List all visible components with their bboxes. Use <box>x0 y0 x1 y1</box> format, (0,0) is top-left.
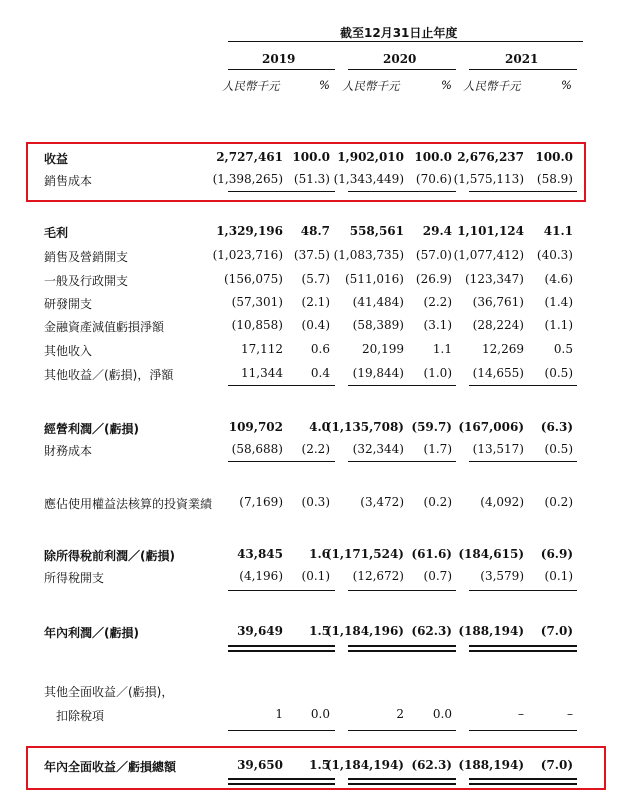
unit-rmb-2021: 人民幣千元 <box>463 79 521 93</box>
cell-pct-2019: 1.5 <box>309 758 330 772</box>
row-label: 年內全面收益／虧損總額 <box>44 760 177 774</box>
cell-pct-2019: (5.7) <box>301 272 330 286</box>
cell-rmb-2020: (19,844) <box>352 366 404 380</box>
row-label: 其他全面收益／(虧損)， <box>44 685 174 699</box>
cell-rmb-2020: (12,672) <box>352 569 404 583</box>
cell-pct-2020: (59.7) <box>411 420 452 434</box>
rule-finance-2020 <box>348 461 456 462</box>
cell-rmb-2020: (1,184,194) <box>325 758 404 772</box>
cell-rmb-2019: (10,858) <box>231 318 283 332</box>
rule-finance-2021 <box>469 461 577 462</box>
cell-rmb-2019: (7,169) <box>239 495 283 509</box>
rule-tax-2021 <box>469 590 577 591</box>
rule-oci-2019 <box>228 730 335 731</box>
cell-pct-2020: (62.3) <box>411 758 452 772</box>
cell-rmb-2021: – <box>518 707 524 721</box>
double-rule-bottom-2019 <box>228 650 335 652</box>
cell-pct-2019: 0.4 <box>310 366 330 380</box>
cell-pct-2020: (1.7) <box>423 442 452 456</box>
year-2021-underline <box>469 69 577 70</box>
cell-rmb-2019: 1 <box>275 707 283 721</box>
row-label: 經營利潤／(虧損) <box>44 422 139 436</box>
cell-rmb-2021: 2,676,237 <box>457 150 524 164</box>
rule-tax-2019 <box>228 590 335 591</box>
cell-rmb-2021: (188,194) <box>458 758 524 772</box>
cell-pct-2021: (58.9) <box>536 172 573 186</box>
cell-rmb-2019: 43,845 <box>237 547 283 561</box>
cell-rmb-2020: 558,561 <box>349 224 404 238</box>
cell-rmb-2019: (58,688) <box>231 442 283 456</box>
cell-rmb-2019: 39,649 <box>237 624 283 638</box>
cell-rmb-2019: (156,075) <box>224 272 283 286</box>
unit-pct-2019: % <box>319 78 330 92</box>
row-label: 其他收入 <box>44 344 93 358</box>
cell-rmb-2019: 17,112 <box>241 342 283 356</box>
cell-pct-2020: (62.3) <box>411 624 452 638</box>
cell-rmb-2020: (58,389) <box>352 318 404 332</box>
cell-pct-2019: 1.5 <box>309 624 330 638</box>
cell-rmb-2020: (511,016) <box>345 272 404 286</box>
cell-pct-2021: (0.2) <box>544 495 573 509</box>
cell-rmb-2021: (1,575,113) <box>453 172 524 186</box>
double-rule-top-2019 <box>228 645 335 647</box>
cell-pct-2021: (7.0) <box>540 624 573 638</box>
rule-tax-2020 <box>348 590 456 591</box>
cell-rmb-2020: (41,484) <box>352 295 404 309</box>
row-label: 除所得稅前利潤／(虧損) <box>44 549 175 563</box>
year-2019-underline <box>228 69 335 70</box>
period-header: 截至12月31日止年度 <box>340 26 458 40</box>
cell-pct-2021: (0.5) <box>544 366 573 380</box>
cell-pct-2020: 29.4 <box>422 224 452 238</box>
double-rule-bottom-2020 <box>348 650 456 652</box>
cell-pct-2020: (1.0) <box>423 366 452 380</box>
cell-pct-2021: (4.6) <box>544 272 573 286</box>
cell-pct-2019: 0.6 <box>310 342 330 356</box>
cell-pct-2020: (2.2) <box>423 295 452 309</box>
cell-pct-2021: (6.9) <box>540 547 573 561</box>
cell-rmb-2020: (3,472) <box>360 495 404 509</box>
double-rule-bottom-2021 <box>469 650 577 652</box>
cell-rmb-2021: 1,101,124 <box>457 224 524 238</box>
cell-rmb-2021: (184,615) <box>458 547 524 561</box>
row-label: 年內利潤／(虧損) <box>44 626 139 640</box>
cell-pct-2019: (37.5) <box>293 248 330 262</box>
rule-oci-2021 <box>469 730 577 731</box>
cell-pct-2020: (70.6) <box>415 172 452 186</box>
cell-pct-2021: (1.4) <box>544 295 573 309</box>
rule-other-2020 <box>348 385 456 386</box>
double-rule-top-2021 <box>469 645 577 647</box>
cell-pct-2019: (2.1) <box>301 295 330 309</box>
cell-pct-2020: 100.0 <box>414 150 452 164</box>
cell-pct-2021: 0.5 <box>553 342 573 356</box>
row-label: 研發開支 <box>44 297 93 311</box>
cell-rmb-2020: (1,083,735) <box>333 248 404 262</box>
unit-rmb-2019: 人民幣千元 <box>222 79 280 93</box>
row-label: 毛利 <box>44 226 69 240</box>
cell-rmb-2021: (1,077,412) <box>453 248 524 262</box>
cell-rmb-2020: (32,344) <box>352 442 404 456</box>
rule-other-2021 <box>469 385 577 386</box>
cell-rmb-2020: 2 <box>396 707 404 721</box>
cell-pct-2019: (0.3) <box>301 495 330 509</box>
year-2020: 2020 <box>383 52 417 66</box>
cell-pct-2021: (6.3) <box>540 420 573 434</box>
cell-pct-2020: (0.7) <box>423 569 452 583</box>
row-label: 金融資產減值虧損淨額 <box>44 320 165 334</box>
cell-pct-2019: (0.4) <box>301 318 330 332</box>
row-label: 財務成本 <box>44 444 93 458</box>
cell-pct-2021: (1.1) <box>544 318 573 332</box>
cell-pct-2021: (0.1) <box>544 569 573 583</box>
cell-pct-2020: (57.0) <box>415 248 452 262</box>
cell-pct-2019: (0.1) <box>301 569 330 583</box>
cell-pct-2021: (7.0) <box>540 758 573 772</box>
cell-pct-2019: 100.0 <box>292 150 330 164</box>
cell-rmb-2021: (3,579) <box>480 569 524 583</box>
cell-rmb-2019: 1,329,196 <box>216 224 283 238</box>
cell-pct-2020: (61.6) <box>411 547 452 561</box>
rule-oci-2020 <box>348 730 456 731</box>
cell-pct-2019: 48.7 <box>300 224 330 238</box>
row-label: 扣除稅項 <box>56 709 105 723</box>
cell-pct-2019: (51.3) <box>293 172 330 186</box>
double-rule-top-2020 <box>348 645 456 647</box>
cell-rmb-2021: (4,092) <box>480 495 524 509</box>
cell-rmb-2021: (14,655) <box>472 366 524 380</box>
cell-rmb-2021: (123,347) <box>465 272 524 286</box>
row-label: 其他收益／(虧損)，淨額 <box>44 368 174 382</box>
cell-rmb-2020: 20,199 <box>362 342 404 356</box>
cell-pct-2021: 100.0 <box>535 150 573 164</box>
cell-pct-2020: (0.2) <box>423 495 452 509</box>
cell-rmb-2019: 109,702 <box>228 420 283 434</box>
cell-rmb-2021: (13,517) <box>472 442 524 456</box>
cell-pct-2020: 0.0 <box>432 707 452 721</box>
cell-pct-2021: 41.1 <box>543 224 573 238</box>
cell-pct-2019: 0.0 <box>310 707 330 721</box>
cell-pct-2019: (2.2) <box>301 442 330 456</box>
cell-rmb-2021: (36,761) <box>472 295 524 309</box>
cell-rmb-2021: (188,194) <box>458 624 524 638</box>
row-label: 所得稅開支 <box>44 571 105 585</box>
row-label: 應佔使用權益法核算的投資業績 <box>44 497 213 511</box>
cell-rmb-2020: 1,902,010 <box>337 150 404 164</box>
highlight-box-revenue <box>26 142 586 202</box>
cell-pct-2019: 4.0 <box>309 420 330 434</box>
cell-rmb-2020: (1,184,196) <box>325 624 404 638</box>
cell-rmb-2019: 11,344 <box>241 366 283 380</box>
cell-rmb-2021: 12,269 <box>482 342 524 356</box>
rule-finance-2019 <box>228 461 335 462</box>
cell-pct-2021: – <box>567 707 573 721</box>
highlight-box-total-comprehensive <box>26 746 606 790</box>
cell-pct-2021: (40.3) <box>536 248 573 262</box>
cell-pct-2021: (0.5) <box>544 442 573 456</box>
cell-rmb-2020: (1,171,524) <box>325 547 404 561</box>
year-2021: 2021 <box>505 52 539 66</box>
period-underline <box>228 41 583 42</box>
year-2019: 2019 <box>262 52 296 66</box>
cell-rmb-2020: (1,135,708) <box>325 420 404 434</box>
cell-rmb-2019: (4,196) <box>239 569 283 583</box>
cell-rmb-2019: (57,301) <box>231 295 283 309</box>
cell-rmb-2021: (28,224) <box>472 318 524 332</box>
unit-rmb-2020: 人民幣千元 <box>342 79 400 93</box>
cell-rmb-2021: (167,006) <box>458 420 524 434</box>
cell-rmb-2019: (1,398,265) <box>212 172 283 186</box>
row-label: 銷售及營銷開支 <box>44 250 129 264</box>
unit-pct-2020: % <box>441 78 452 92</box>
cell-rmb-2020: (1,343,449) <box>333 172 404 186</box>
row-label: 收益 <box>44 152 69 166</box>
cell-pct-2019: 1.6 <box>309 547 330 561</box>
unit-pct-2021: % <box>561 78 572 92</box>
cell-rmb-2019: (1,023,716) <box>212 248 283 262</box>
cell-rmb-2019: 2,727,461 <box>216 150 283 164</box>
cell-pct-2020: (26.9) <box>415 272 452 286</box>
row-label: 一般及行政開支 <box>44 274 129 288</box>
cell-pct-2020: 1.1 <box>432 342 452 356</box>
year-2020-underline <box>348 69 456 70</box>
rule-other-2019 <box>228 385 335 386</box>
row-label: 銷售成本 <box>44 174 93 188</box>
cell-pct-2020: (3.1) <box>423 318 452 332</box>
cell-rmb-2019: 39,650 <box>237 758 283 772</box>
